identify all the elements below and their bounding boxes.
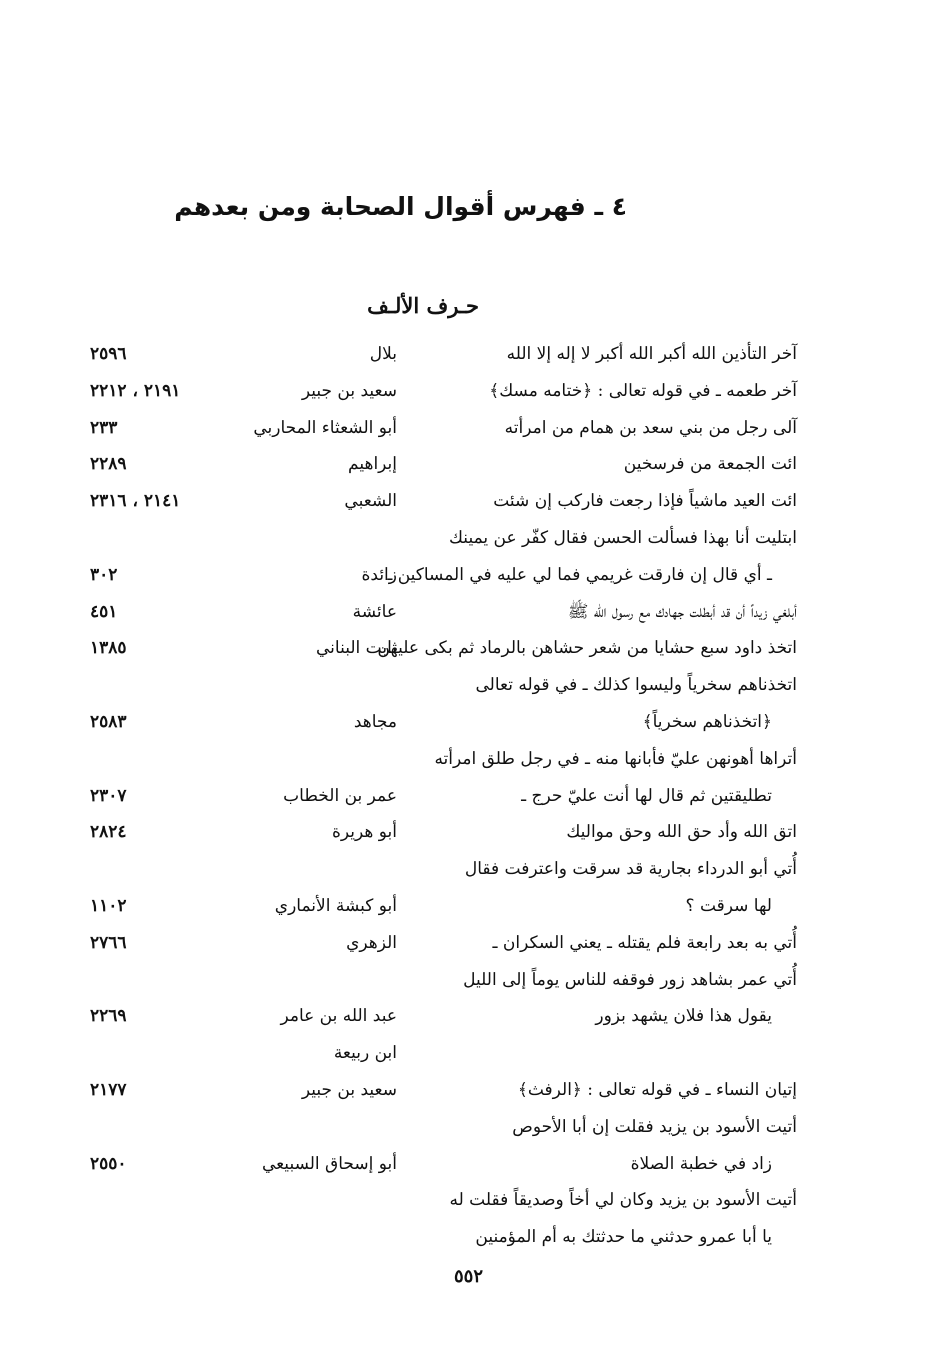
index-entry [0,483,937,520]
entry-narrator: الشعبي [344,491,397,512]
entry-narrator: الزهري [346,932,397,953]
entry-text: ابتليت أنا بهذا فسألت الحسن فقال كفّر عن يمينك [448,527,797,548]
index-entry [0,1146,937,1183]
index-entry [0,1035,937,1072]
section-heading: حـرف الألـف [367,293,479,318]
entry-narrator: سعيد بن جبير [301,1079,397,1100]
entry-narrator: عبد الله بن عامر [280,1006,397,1027]
index-entry [0,925,937,962]
entry-text: ائت الجمعة من فرسخين [623,454,797,475]
entry-reference-number: ٢٢٨٩ [90,454,127,475]
entry-text: اتخذناهم سخرياً وليسوا كذلك ـ في قوله تعالى [475,675,797,696]
index-entry [0,667,937,704]
index-entry [0,373,937,410]
entry-text: آلى رجل من بني سعد بن همام من امرأته [504,417,797,438]
entry-text: أتراها أهونهن عليّ فأبانها منه ـ في رجل طلق امرأته [434,748,797,769]
entry-narrator: بلال [369,344,397,364]
entry-text: أُتي عمر بشاهد زور فوقفه للناس يوماً إلى الليل [463,969,797,990]
entry-text: ائت العيد ماشياً فإذا رجعت فاركب إن شئت [493,491,797,512]
index-entry [0,520,937,557]
entry-text: آخر طعمه ـ في قوله تعالى : ﴿ختامه مسك﴾ [489,380,797,401]
entry-text: أُتي أبو الدرداء بجارية قد سرقت واعترفت فقال [464,859,797,880]
entry-narrator: ثابت البناني [316,638,397,659]
index-entry [0,704,937,741]
index-entry [0,557,937,594]
index-entry [0,1219,937,1256]
entry-narrator: زائدة [361,564,397,585]
entry-narrator: عائشة [352,601,397,622]
entry-narrator: مجاهد [353,711,397,732]
entry-text: يا أبا عمرو حدثني ما حدثتك به أم المؤمنين [475,1227,772,1248]
index-entry [0,1182,937,1219]
entry-text: أتيت الأسود بن يزيد فقلت إن أبا الأحوص [512,1116,797,1137]
index-entry [0,410,937,447]
entry-text: لها سرقت ؟ [685,895,772,916]
entry-text: أُتي به بعد رابعة فلم يقتله ـ يعني السكران ـ [492,932,797,953]
index-entry [0,594,937,631]
entry-narrator: أبو الشعثاء المحاربي [253,417,397,438]
entry-reference-number: ٢٧٦٦ [90,932,127,953]
index-entry [0,888,937,925]
index-entry [0,851,937,888]
entry-reference-number: ٢٥٩٦ [90,344,127,364]
entry-text: ـ أي قال إن فارقت غريمي فما لي عليه في المساكين ـ [387,564,772,585]
entry-reference-number: ٢٣٠٧ [90,785,127,806]
entry-reference-number: ٣٠٢ [90,564,118,585]
entry-reference-number: ٢٥٨٣ [90,711,127,732]
index-entry [0,962,937,999]
entry-reference-number: ٢٢٦٩ [90,1006,127,1027]
index-entry [0,741,937,778]
entry-text: اتق الله وأد حق الله وحق مواليك [566,822,797,843]
entry-reference-number: ٢١٤١ ، ٢٣١٦ [90,491,181,512]
entry-narrator: أبو هريرة [331,822,397,843]
entry-reference-number: ٢٣٣ [90,417,118,438]
index-entry [0,814,937,851]
entry-text: أبلغي زيداً أن قد أبطلت جهادك مع رسول الله ﷺ [567,601,797,622]
index-entry [0,998,937,1035]
index-entry [0,446,937,483]
page-number: ٥٥٢ [453,1266,483,1287]
index-title: ٤ ـ فهرس أقوال الصحابة ومن بعدهم [174,192,627,221]
entry-reference-number: ١١٠٢ [90,895,127,916]
entry-reference-number: ١٣٨٥ [90,638,127,659]
entry-text: اتخذ داود سبع حشايا من شعر حشاهن بالرماد ثم بكى عليهن [377,638,797,659]
index-entry [0,1072,937,1109]
entry-narrator: إبراهيم [348,454,397,475]
entry-text: آخر التأذين الله أكبر الله أكبر لا إله إلا الله [506,344,797,364]
entry-text: يقول هذا فلان يشهد بزور [595,1006,772,1027]
index-entry [0,1109,937,1146]
entry-text: تطليقتين ثم قال لها أنت عليّ حرج ـ [521,785,772,806]
entry-reference-number: ٢١٧٧ [90,1079,127,1100]
entry-narrator: أبو كبشة الأنماري [274,895,397,916]
index-entry [0,778,937,815]
entry-narrator: عمر بن الخطاب [283,785,397,806]
entry-text: ﴿اتخذناهم سخرياً﴾ [642,711,772,732]
entry-text: أتيت الأسود بن يزيد وكان لي أخاً وصديقاً فقلت له [449,1190,797,1211]
entry-reference-number: ٢٨٢٤ [90,822,127,843]
index-entry [0,630,937,667]
entry-narrator: سعيد بن جبير [301,380,397,401]
entry-reference-number: ٢٥٥٠ [90,1153,127,1174]
entry-reference-number: ٢١٩١ ، ٢٢١٢ [90,380,181,401]
entry-text: زاد في خطبة الصلاة [630,1153,772,1174]
entry-narrator: أبو إسحاق السبيعي [261,1153,397,1174]
entry-text: إتيان النساء ـ في قوله تعالى : ﴿الرفث﴾ [517,1079,797,1100]
entries-list [0,336,937,1256]
entry-narrator: ابن ربيعة [333,1043,397,1064]
entry-reference-number: ٤٥١ [90,601,118,622]
index-entry [0,336,937,373]
